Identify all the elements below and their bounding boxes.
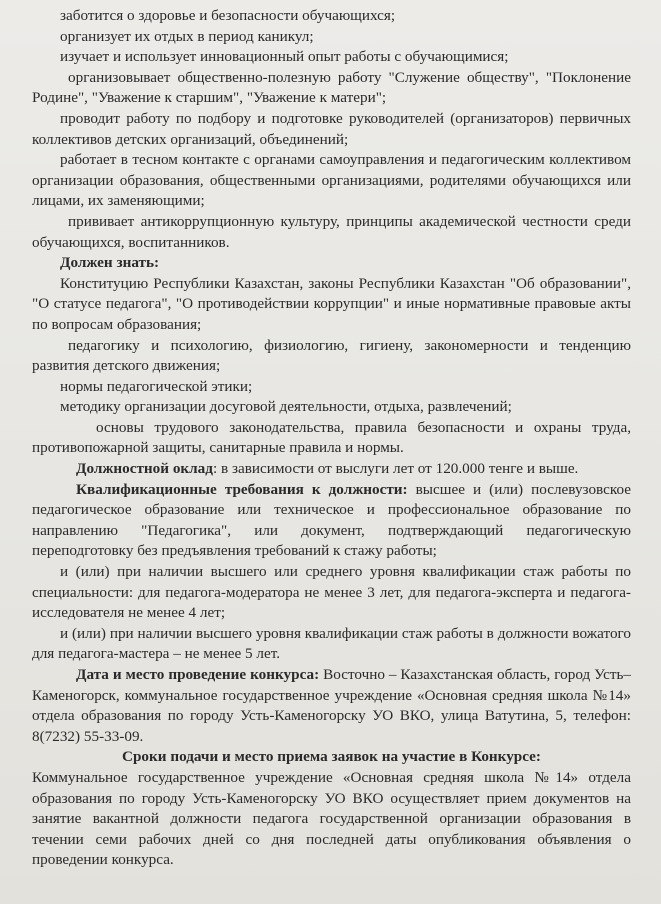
must-know-item: Конституцию Республики Казахстан, законы Республики Казахстан "Об образовании", "О статусе педагога", "О противодействии коррупции" и иные нормативные правовые акты по вопросам образования; bbox=[32, 274, 631, 333]
duty-item: прививает антикоррупционную культуру, принципы академической честности среди обучающихся, воспитанников. bbox=[32, 212, 631, 251]
must-know-item: педагогику и психологию, физиологию, гигиену, закономерности и тенденцию развития детского движения; bbox=[32, 336, 631, 375]
qualification-item: и (или) при наличии высшего уровня квалификации стаж работы в должности вожатого для педагога-мастера – не менее 5 лет. bbox=[32, 624, 631, 663]
qualification-text: высшее и (или) послевузовское педагогическое образование или техническое и профессиональное образование по направлению "Педагогика", или документ, подтверждающий педагогическую переподготовку без предъявления требований к стажу работы; bbox=[32, 480, 632, 560]
qualification-item: и (или) при наличии высшего или среднего уровня квалификации стаж работы по специальности: для педагога-модератора не менее 3 лет, для педагога-эксперта и педагога-исследователя не менее 4 лет; bbox=[32, 563, 631, 622]
must-know-heading: Должен знать: bbox=[60, 254, 160, 272]
duty-item: организовывает общественно-полезную работу "Служение обществу", "Поклонение Родине", "Уважение к старшим", "Уважение к матери"; bbox=[32, 68, 631, 107]
venue-paragraph bbox=[32, 665, 631, 747]
must-know-item: методику организации досуговой деятельности, отдыха, развлечений; bbox=[60, 398, 512, 416]
salary-paragraph bbox=[32, 459, 631, 480]
venue-text: Восточно – Казахстанская область, город Усть–Каменогорск, коммунальное государственное учреждение «Основная средняя школа №14» отдела образования по городу Усть-Каменогорску УО ВКО, улица Ватутина, 5, телефон: 8(7232) 55-33-09. bbox=[32, 666, 631, 745]
venue-label: Дата и место проведение конкурса: bbox=[76, 666, 320, 683]
salary-label: Должностной оклад bbox=[76, 460, 213, 478]
must-know-item: нормы педагогической этики; bbox=[60, 377, 253, 395]
duty-item: проводит работу по подбору и подготовке руководителей (организаторов) первичных коллективов детских организаций, объединений; bbox=[32, 109, 631, 148]
duty-item: организует их отдых в период каникул; bbox=[60, 27, 314, 45]
duty-item: работает в тесном контакте с органами самоуправления и педагогическим коллективом организации образования, общественными организациями, родителями обучающихся или лицами, их заменяющими; bbox=[32, 151, 631, 210]
deadlines-heading: Сроки подачи и место приема заявок на участие в Конкурсе: bbox=[122, 748, 541, 766]
must-know-item: основы трудового законодательства, правила безопасности и охраны труда, противопожарной защиты, санитарные правила и нормы. bbox=[32, 418, 631, 457]
duty-item: изучает и использует инновационный опыт работы с обучающимися; bbox=[60, 48, 509, 66]
qualification-paragraph bbox=[32, 480, 631, 562]
deadlines-text: Коммунальное государственное учреждение «Основная средняя школа №14» отдела образования по городу Усть-Каменогорску УО ВКО осуществляет прием документов на занятие вакантной должности педагога государственной организации образования в течении семи рабочих дней со дня последней даты опубликования объявления о проведении конкурса. bbox=[32, 768, 631, 869]
qualification-label: Квалификационные требования к должности: bbox=[76, 480, 408, 498]
duty-item: заботится о здоровье и безопасности обучающихся; bbox=[60, 7, 396, 24]
salary-text: : в зависимости от выслуги лет от 120.000 тенге и выше. bbox=[212, 460, 579, 478]
